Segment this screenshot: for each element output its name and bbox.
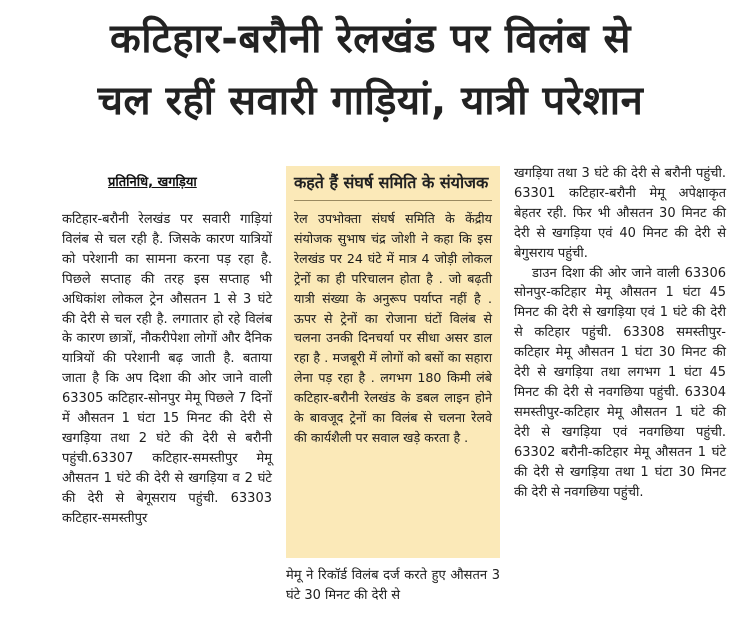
right-paragraph-2: डाउन दिशा की ओर जाने वाली 63306 सोनपुर-कटिहार मेमू औसतन 1 घंटा 45 मिनट की देरी से खगड़िया एवं 1 घंटे की देरी से कटिहार पहुंची. 63308 समस्तीपुर-कटिहार मेमू औसतन 1 घंटा 30 मिनट की देरी से खगड़िया तथा लगभग 1 घंटा 45 मिनट की देरी से नवगछिया पहुंची. 63304 समस्तीपुर-कटिहार मेमू औसतन 1 घंटे की देरी से खगड़िया एवं नवगछिया पहुंची. 63302 बरौनी-कटिहार मेमू औसतन 1 घंटे की देरी से खगड़िया तथा 1 घंटा 30 मिनट की देरी से नवगछिया पहुंची. [514,265,726,500]
right-column [514,164,726,502]
right-paragraph-1: खगड़िया तथा 3 घंटे की देरी से बरौनी पहुंची. 63301 कटिहार-बरौनी मेमू अपेक्षाकृत बेहतर रही. फिर भी औसतन 30 मिनट की देरी से खगड़िया एवं 40 मिनट की देरी से बेगुसराय पहुंची. [514,166,726,261]
headline [0,8,741,132]
box-divider [294,200,492,201]
middle-bottom-paragraph: मेमू ने रिकॉर्ड विलंब दर्ज करते हुए औसतन 3 घंटे 30 मिनट की देरी से [286,568,500,603]
middle-bottom-text [286,566,500,606]
byline: प्रतिनिधि, खगड़िया [108,175,197,190]
left-paragraph-1: कटिहार-बरौनी रेलखंड पर सवारी गाड़ियां विलंब से चल रही है. जिसके कारण यात्रियों को परेशानी का सामना करना पड़ रहा है. पिछले सप्ताह की तरह इस सप्ताह भी अधिकांश लोकल ट्रेन औसतन 1 से 3 घंटे की देरी से चल रही है. लगातार हो रहे विलंब के कारण छात्रों, नौकरीपेशा लोगों और दैनिक यात्रियों की परेशानी बढ़ जाती है. बताया जाता है कि अप दिशा की ओर जाने वाली 63305 कटिहार-सोनपुर मेमू पिछले 7 दिनों में औसतन 1 घंटा 15 मिनट की देरी से खगड़िया तथा 2 घंटे की देरी से बरौनी पहुंची.63307 कटिहार-समस्तीपुर मेमू औसतन 1 घंटे की देरी से खगड़िया व 2 घंटे की देरी से बेगूसराय पहुंची. 63303 कटिहार-समस्तीपुर [62,212,272,526]
headline-line-1: कटिहार-बरौनी रेलखंड पर विलंब से [110,16,631,62]
left-column [62,210,272,529]
box-body: रेल उपभोक्ता संघर्ष समिति के केंद्रीय संयोजक सुभाष चंद्र जोशी ने कहा कि इस रेलखंड पर 24 घंटे में मात्र 4 जोड़ी लोकल ट्रेनों का ही परिचालन होता है . जो बढ़ती यात्री संख्या के अनुरूप पर्याप्त नहीं है . ऊपर से ट्रेनों का रोजाना घंटों विलंब से चलना उनकी दिनचर्या पर सीधा असर डाल रहा है . मजबूरी में लोगों को बसों का सहारा लेना पड़ रहा है . लगभग 180 किमी लंबे कटिहार-बरौनी रेलखंड के डबल लाइन होने के बावजूद ट्रेनों का विलंब से चलना रेलवे की कार्यशैली पर सवाल खड़े करता है . [294,211,492,445]
sidebar-box [286,166,500,558]
box-title: कहते हैं संघर्ष समिति के संयोजक [294,173,489,192]
headline-line-2: चल रहीं सवारी गाड़ियां, यात्री परेशान [97,78,644,124]
